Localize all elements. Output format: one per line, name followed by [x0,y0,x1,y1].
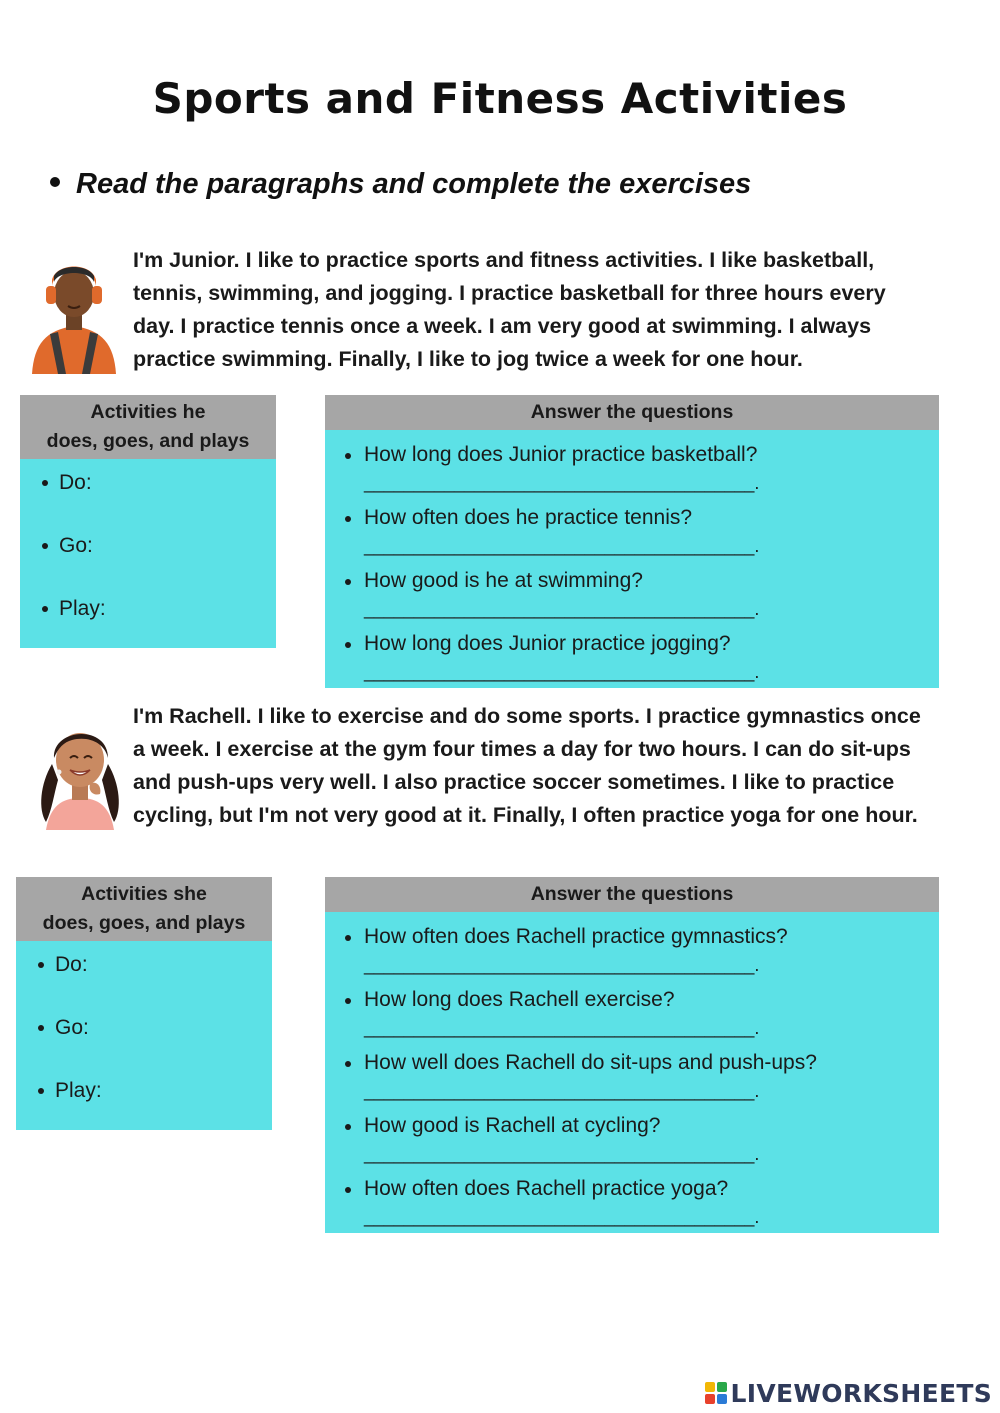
activities-header [20,395,276,459]
question-item [345,565,939,628]
activities-header [16,877,272,941]
avatar-rachell [32,714,128,830]
question-text: How often does Rachell practice gymnastics? [364,925,788,948]
answer-line[interactable]: _______________________________________. [364,1081,760,1101]
question-item [345,502,939,565]
questions-header: Answer the questions [325,395,939,430]
question-text: How good is Rachell at cycling? [364,1114,661,1137]
question-item [345,1173,939,1236]
questions-box-rachell [325,877,939,1233]
activities-header-line2: does, goes, and plays [42,912,246,934]
questions-list [325,430,939,691]
activities-header-line1: Activities she [81,883,207,905]
activities-box-rachell [16,877,272,1130]
bullet-icon [50,177,60,187]
instruction-text: Read the paragraphs and complete the exercises [76,168,752,200]
answer-line[interactable]: _______________________________________. [364,473,760,493]
answer-line[interactable]: _______________________________________. [364,536,760,556]
activities-header-line1: Activities he [90,401,206,423]
questions-header: Answer the questions [325,877,939,912]
page-title: Sports and Fitness Activities [152,74,848,123]
questions-box-junior [325,395,939,688]
brand-footer[interactable] [705,1378,992,1408]
activities-header-line2: does, goes, and plays [46,430,250,452]
answer-line[interactable]: _______________________________________. [364,1207,760,1227]
answer-line[interactable]: _______________________________________. [364,1018,760,1038]
smiling-girl-icon [32,714,128,830]
activity-do[interactable]: Do: [38,949,272,1012]
question-text: How long does Junior practice basketball? [364,443,758,466]
activity-do[interactable]: Do: [42,467,276,530]
question-item [345,1110,939,1173]
answer-line[interactable]: _______________________________________. [364,662,760,682]
activities-list [20,459,276,656]
instruction [50,168,950,201]
answer-line[interactable]: _______________________________________. [364,955,760,975]
question-text: How often does he practice tennis? [364,506,693,529]
activity-go[interactable]: Go: [42,530,276,593]
question-text: How well does Rachell do sit-ups and push-ups? [364,1051,817,1074]
boy-with-headphones-icon [28,256,120,374]
question-text: How long does Rachell exercise? [364,988,675,1011]
paragraph-rachell: I'm Rachell. I like to exercise and do some sports. I practice gymnastics once a week. I exercise at the gym four times a day for two hours. I can do sit-ups and push-ups very well. I also practice soccer sometimes. I like to practice cycling, but I'm not very good at it. Finally, I often practice yoga for one hour. [133,704,921,827]
activity-play[interactable]: Play: [38,1075,272,1138]
questions-list [325,912,939,1236]
answer-line[interactable]: _______________________________________. [364,599,760,619]
question-item [345,1047,939,1110]
question-item [345,628,939,691]
liveworksheets-logo-icon [705,1382,727,1404]
paragraph-junior: I'm Junior. I like to practice sports and fitness activities. I like basketball, tennis, swimming, and jogging. I practice basketball for three hours every day. I practice tennis once a week. I am very good at swimming. I always practice swimming. Finally, I like to jog twice a week for one hour. [133,248,886,371]
question-item [345,439,939,502]
question-text: How often does Rachell practice yoga? [364,1177,729,1200]
question-item [345,984,939,1047]
answer-line[interactable]: _______________________________________. [364,1144,760,1164]
brand-text: LIVEWORKSHEETS [730,1378,992,1408]
activities-list [16,941,272,1138]
question-text: How good is he at swimming? [364,569,643,592]
question-text: How long does Junior practice jogging? [364,632,731,655]
avatar-junior [28,256,120,374]
activity-go[interactable]: Go: [38,1012,272,1075]
activities-box-junior [20,395,276,648]
activity-play[interactable]: Play: [42,593,276,656]
question-item [345,921,939,984]
